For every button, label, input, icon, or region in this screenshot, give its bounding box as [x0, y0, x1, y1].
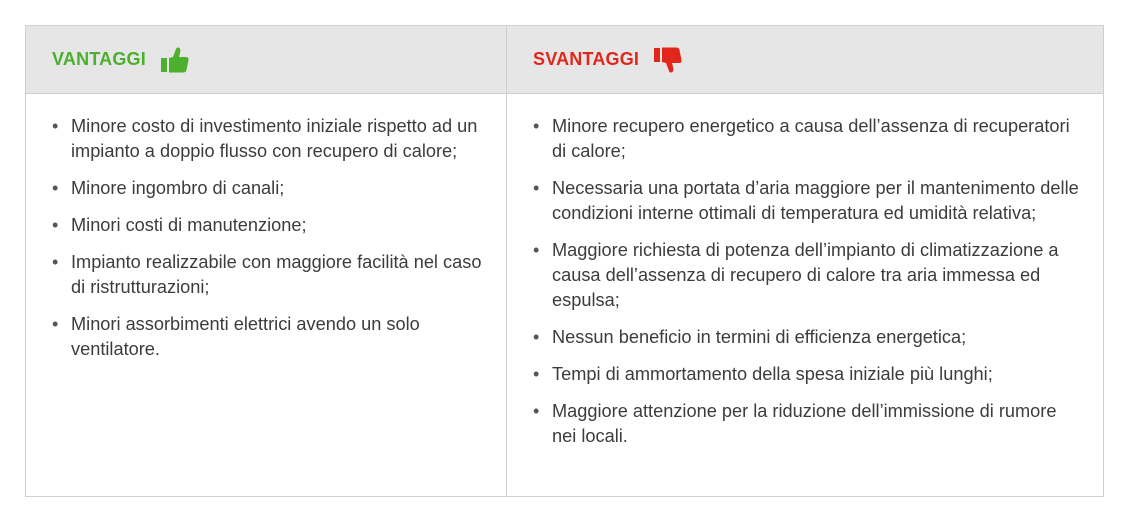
- list-item: • Maggiore richiesta di potenza dell’impianto di climatizzazione a causa dell’assenza di recupero di calore tra aria immessa ed espulsa;: [533, 240, 1059, 310]
- list-item: • Nessun beneficio in termini di efficienza energetica;: [533, 327, 967, 347]
- disadvantages-column: [507, 26, 1103, 496]
- list-item: • Impianto realizzabile con maggiore facilità nel caso di ristrutturazioni;: [52, 252, 482, 297]
- disadvantages-title: SVANTAGGI: [533, 49, 640, 69]
- list-item: • Minore costo di investimento iniziale rispetto ad un impianto a doppio flusso con recupero di calore;: [52, 116, 478, 161]
- list-item: • Minore ingombro di canali;: [52, 178, 285, 198]
- list-item: • Minori costi di manutenzione;: [52, 215, 307, 235]
- disadvantages-list: [507, 94, 1103, 449]
- list-item: • Minore recupero energetico a causa dell’assenza di recuperatori di calore;: [533, 116, 1070, 161]
- disadvantages-header: [507, 26, 1103, 94]
- list-item: • Maggiore attenzione per la riduzione dell’immissione di rumore nei locali.: [533, 401, 1057, 446]
- advantages-list: [26, 94, 506, 362]
- thumbs-down-icon: [653, 45, 683, 75]
- advantages-title: VANTAGGI: [52, 49, 146, 69]
- list-item: • Minori assorbimenti elettrici avendo un solo ventilatore.: [52, 314, 420, 359]
- advantages-header: [26, 26, 506, 94]
- thumbs-up-icon: [160, 45, 190, 75]
- comparison-table: [25, 25, 1104, 497]
- advantages-column: [26, 26, 507, 496]
- list-item: • Tempi di ammortamento della spesa iniziale più lunghi;: [533, 364, 993, 384]
- list-item: • Necessaria una portata d’aria maggiore per il mantenimento delle condizioni interne ottimali di temperatura ed umidità relativa;: [533, 178, 1079, 223]
